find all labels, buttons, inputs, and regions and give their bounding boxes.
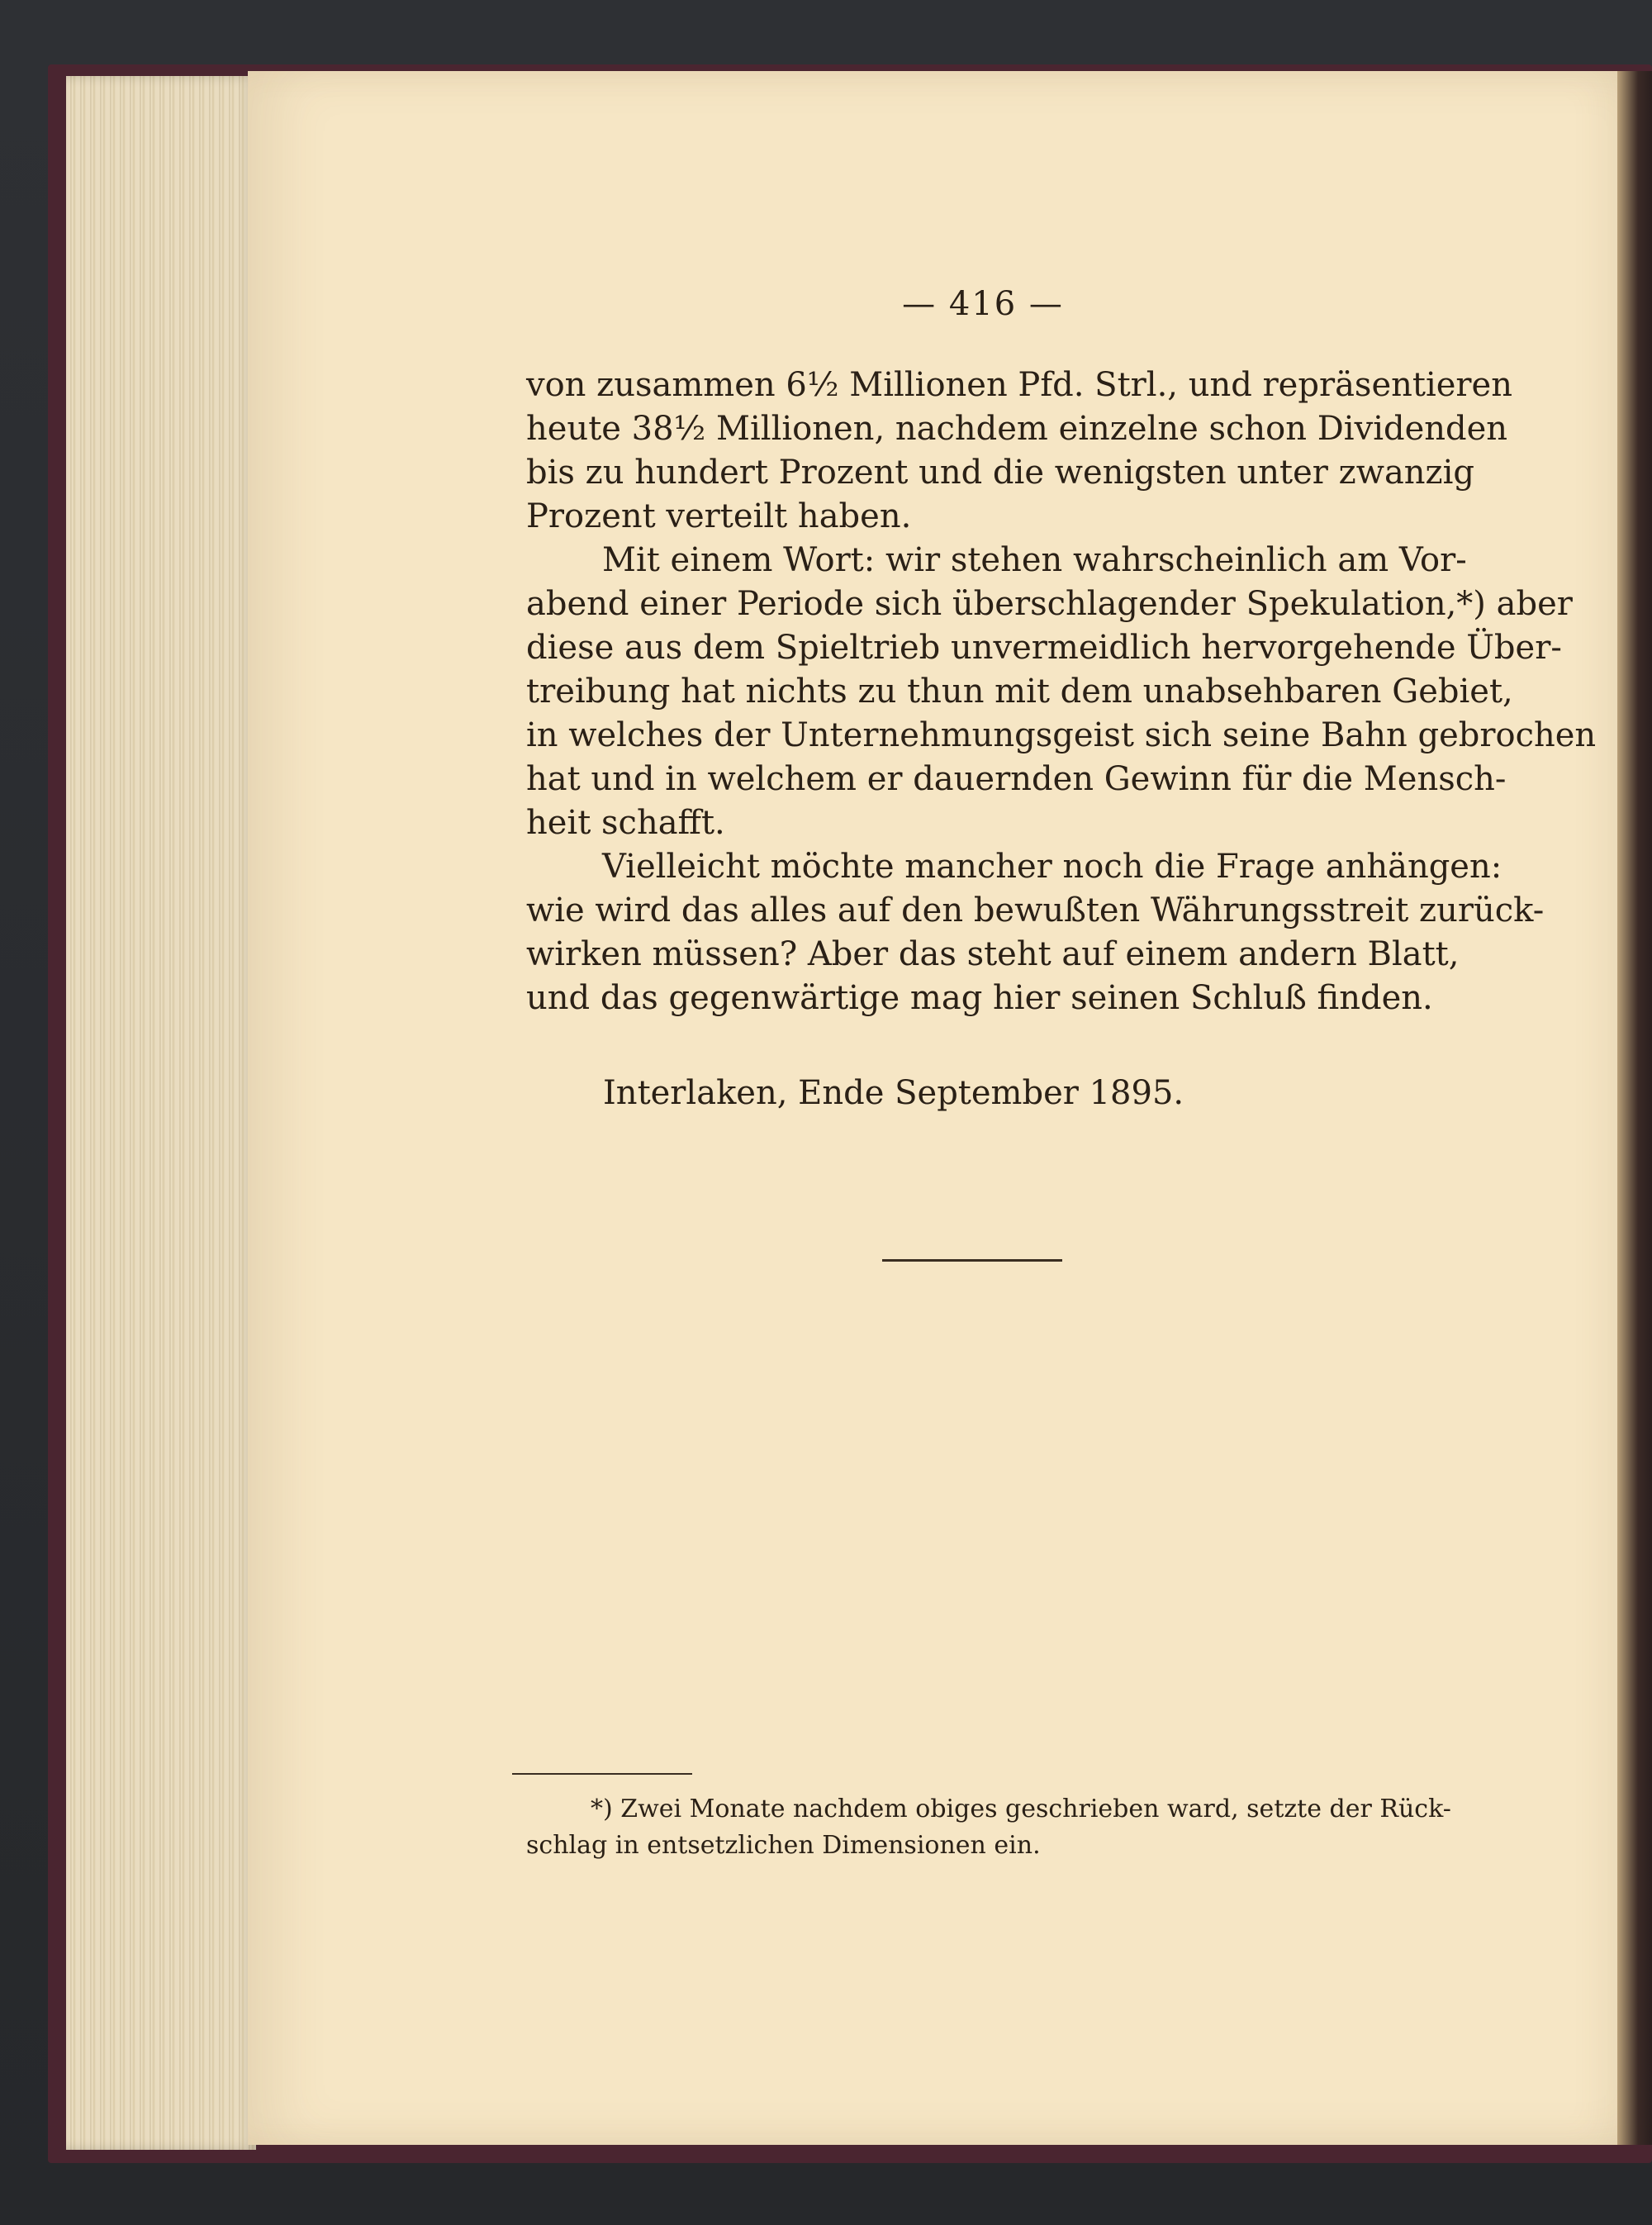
page-number: — 416 —: [902, 285, 1064, 323]
footnote-rule: [512, 1773, 692, 1775]
text-line: bis zu hundert Prozent und die wenigsten unter zwanzig: [526, 454, 1475, 492]
text-line: Vielleicht möchte mancher noch die Frage anhängen:: [602, 848, 1502, 886]
text-line: heit schafft.: [526, 804, 725, 842]
footnote: [526, 1791, 1451, 1864]
text-line: diese aus dem Spieltrieb unvermeidlich hervorgehende Über-: [526, 629, 1562, 667]
page-edges: [66, 76, 256, 2150]
text-line: von zusammen 6½ Millionen Pfd. Strl., und repräsentieren: [526, 366, 1512, 404]
text-line: Prozent verteilt haben.: [526, 497, 912, 535]
text-line: und das gegenwärtige mag hier seinen Schluß finden.: [526, 979, 1433, 1017]
text-line: heute 38½ Millionen, nachdem einzelne schon Dividenden: [526, 410, 1508, 448]
text-line: wie wird das alles auf den bewußten Währungsstreit zurück-: [526, 891, 1545, 929]
footnote-line: *) Zwei Monate nachdem obiges geschrieben ward, setzte der Rück-: [591, 1795, 1451, 1823]
text-line: hat und in welchem er dauernden Gewinn für die Mensch-: [526, 760, 1507, 798]
body-text: [526, 364, 1597, 1020]
text-line: wirken müssen? Aber das steht auf einem andern Blatt,: [526, 935, 1460, 973]
place-date-line: Interlaken, Ende September 1895.: [603, 1074, 1184, 1112]
text-line: Mit einem Wort: wir stehen wahrscheinlich am Vor-: [602, 541, 1467, 579]
text-line: treibung hat nichts zu thun mit dem unabsehbaren Gebiet,: [526, 673, 1513, 711]
text-line: in welches der Unternehmungsgeist sich seine Bahn gebrochen: [526, 716, 1597, 754]
footnote-line: schlag in entsetzlichen Dimensionen ein.: [526, 1831, 1041, 1860]
section-separator: [882, 1259, 1062, 1262]
text-line: abend einer Periode sich überschlagender Spekulation,*) aber: [526, 585, 1573, 623]
book-gutter: [1617, 71, 1652, 2145]
